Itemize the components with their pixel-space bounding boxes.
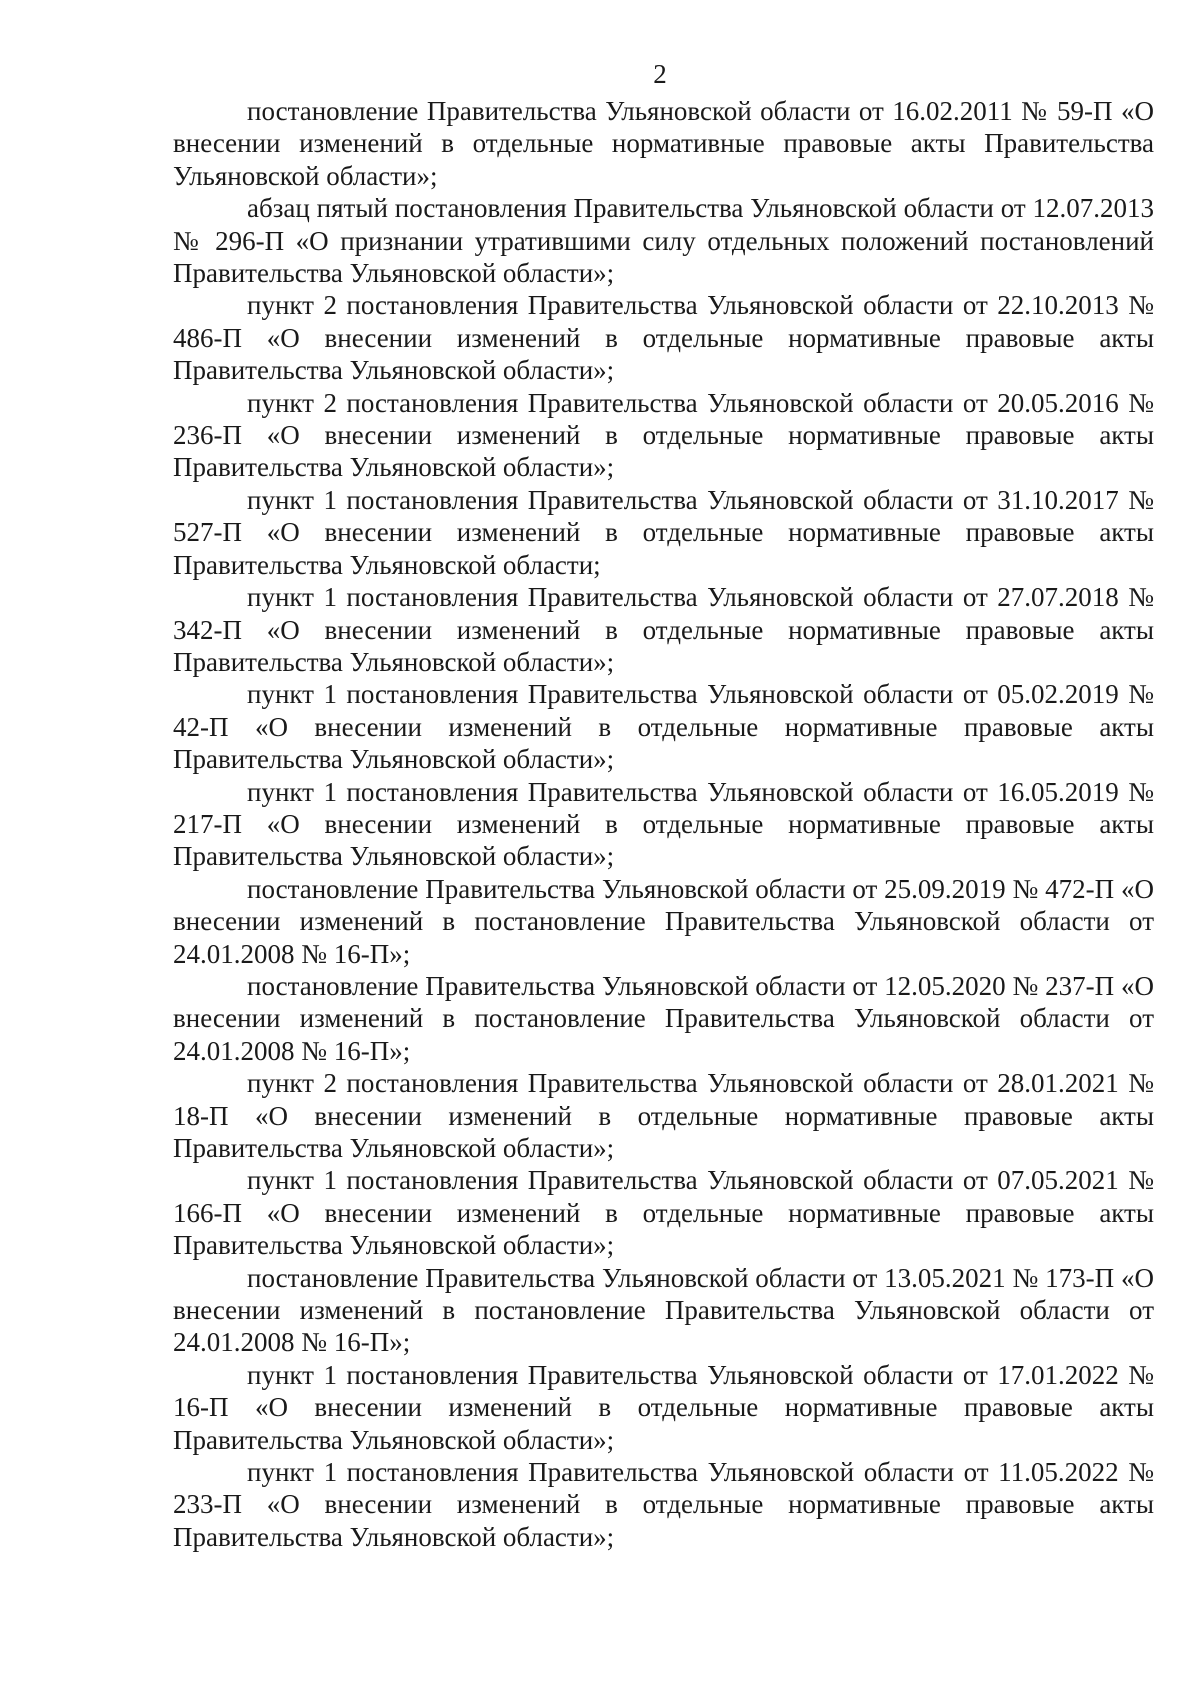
list-item: пункт 2 постановления Правительства Ульяновской области от 20.05.2016 № 236-П «О внесении изменений в отдельные нормативные правовые акты Правительства Ульяновской области»;	[173, 387, 1154, 483]
list-item: пункт 1 постановления Правительства Ульяновской области от 17.01.2022 № 16-П «О внесении изменений в отдельные нормативные правовые акты Правительства Ульяновской области»;	[173, 1359, 1154, 1455]
list-item: постановление Правительства Ульяновской области от 16.02.2011 № 59-П «О внесении изменений в отдельные нормативные правовые акты Правительства Ульяновской области»;	[173, 96, 1154, 191]
list-item: постановление Правительства Ульяновской области от 12.05.2020 № 237-П «О внесении изменений в постановление Правительства Ульяновской области от 24.01.2008 № 16-П»;	[173, 970, 1154, 1066]
list-item: пункт 1 постановления Правительства Ульяновской области от 07.05.2021 № 166-П «О внесении изменений в отдельные нормативные правовые акты Правительства Ульяновской области»;	[173, 1165, 1154, 1261]
list-item: постановление Правительства Ульяновской области от 25.09.2019 № 472-П «О внесении изменений в постановление Правительства Ульяновской области от 24.01.2008 № 16-П»;	[173, 873, 1154, 969]
list-item: пункт 2 постановления Правительства Ульяновской области от 22.10.2013 № 486-П «О внесении изменений в отдельные нормативные правовые акты Правительства Ульяновской области»;	[173, 290, 1154, 386]
list-item: пункт 1 постановления Правительства Ульяновской области от 05.02.2019 № 42-П «О внесении изменений в отдельные нормативные правовые акты Правительства Ульяновской области»;	[173, 679, 1154, 775]
list-item: пункт 1 постановления Правительства Ульяновской области от 27.07.2018 № 342-П «О внесении изменений в отдельные нормативные правовые акты Правительства Ульяновской области»;	[173, 582, 1154, 677]
page-number: 2	[653, 59, 667, 89]
list-item: пункт 1 постановления Правительства Ульяновской области от 11.05.2022 № 233-П «О внесении изменений в отдельные нормативные правовые акты Правительства Ульяновской области»;	[173, 1457, 1154, 1552]
list-item: пункт 1 постановления Правительства Ульяновской области от 31.10.2017 № 527-П «О внесении изменений в отдельные нормативные правовые акты Правительства Ульяновской области;	[173, 484, 1154, 580]
list-item: пункт 2 постановления Правительства Ульяновской области от 28.01.2021 № 18-П «О внесении изменений в отдельные нормативные правовые акты Правительства Ульяновской области»;	[173, 1068, 1154, 1163]
list-item: абзац пятый постановления Правительства Ульяновской области от 12.07.2013 № 296-П «О признании утратившими силу отдельных положений постановлений Правительства Ульяновской области»;	[173, 193, 1154, 289]
list-item: пункт 1 постановления Правительства Ульяновской области от 16.05.2019 № 217-П «О внесении изменений в отдельные нормативные правовые акты Правительства Ульяновской области»;	[173, 776, 1154, 872]
document-body	[173, 95, 1154, 1553]
list-item: постановление Правительства Ульяновской области от 13.05.2021 № 173-П «О внесении изменений в постановление Правительства Ульяновской области от 24.01.2008 № 16-П»;	[173, 1262, 1154, 1358]
